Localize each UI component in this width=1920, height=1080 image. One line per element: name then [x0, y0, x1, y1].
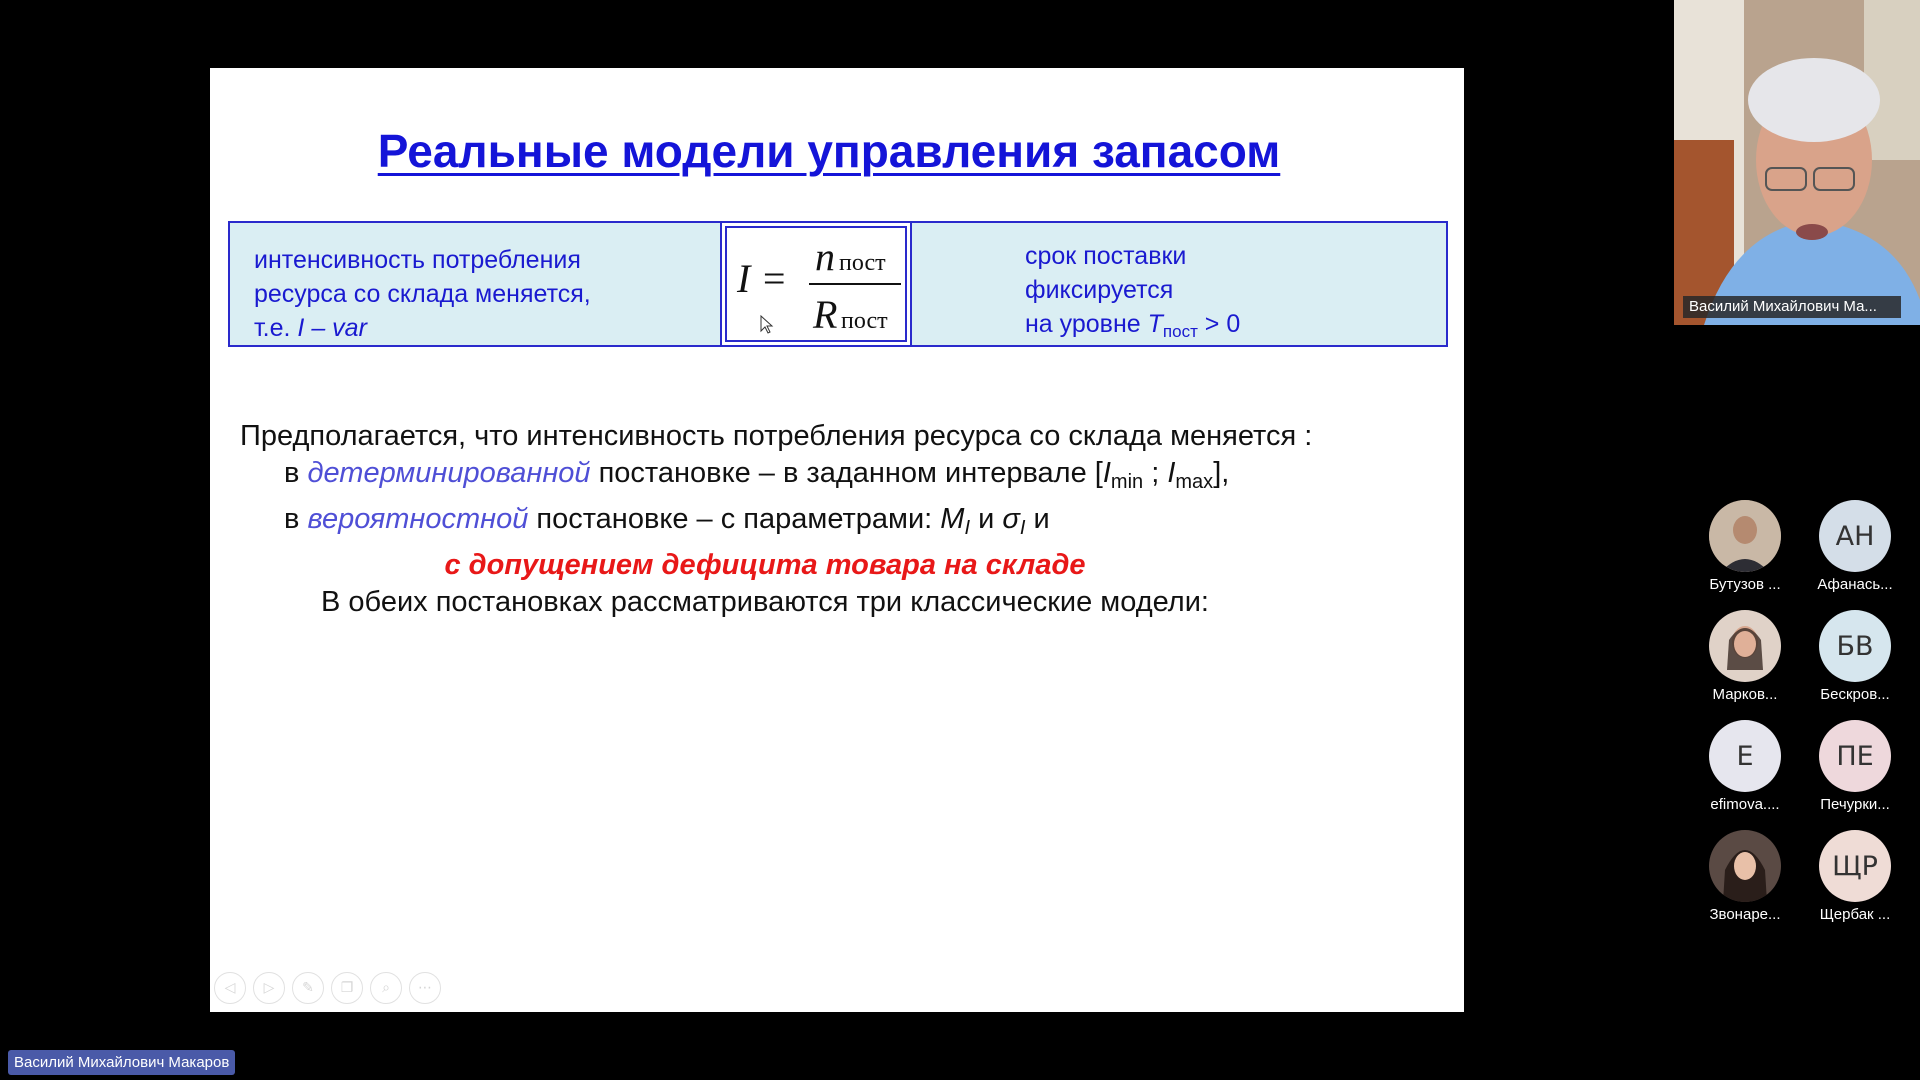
- participant-tile[interactable]: [1690, 720, 1800, 830]
- intensity-formula: [727, 228, 909, 340]
- speaker-name-label: Василий Михайлович Макаров: [8, 1050, 235, 1075]
- participant-tile[interactable]: [1690, 610, 1800, 720]
- definition-table: [228, 221, 1448, 347]
- formula-numerator-sub: пост: [839, 250, 886, 276]
- presenter-image: [1674, 0, 1920, 325]
- participant-photo: [1709, 500, 1781, 572]
- participant-photo: [1709, 610, 1781, 682]
- participant-tile[interactable]: [1800, 720, 1910, 830]
- participant-name: Афанась...: [1817, 576, 1893, 593]
- participant-name: Марков...: [1712, 686, 1778, 703]
- formula-denominator-sub: пост: [841, 308, 888, 334]
- participant-avatar: АН: [1819, 500, 1891, 572]
- mouse-cursor-icon: [760, 315, 774, 340]
- body-probabilistic-line: в вероятностной постановке – с параметрами: $M_I$ и $\sigma_I$ и: [284, 503, 1050, 539]
- formula-lhs-i: I =: [737, 256, 788, 301]
- body-models-line: В обеих постановках рассматриваются три классические модели:: [321, 586, 1209, 618]
- slide-title: Реальные модели управления запасом: [377, 125, 1281, 177]
- participant-avatar: БВ: [1819, 610, 1891, 682]
- participant-avatar: ЩР: [1819, 830, 1891, 902]
- pen-icon[interactable]: ✎: [292, 972, 324, 1004]
- delivery-cell: [1025, 239, 1425, 349]
- participant-name: efimova....: [1710, 796, 1780, 813]
- consumption-line-1: интенсивность потребления: [254, 246, 581, 274]
- participant-tile[interactable]: [1800, 610, 1910, 720]
- delivery-line-1: срок поставки: [1025, 242, 1187, 270]
- participant-tile[interactable]: [1690, 500, 1800, 610]
- participant-tile[interactable]: [1800, 500, 1910, 610]
- zoom-icon[interactable]: ⌕: [370, 972, 402, 1004]
- previous-slide-icon[interactable]: ◁: [214, 972, 246, 1004]
- delivery-line-2: фиксируется: [1025, 276, 1174, 304]
- slide-toolbar: [214, 972, 441, 1006]
- participant-avatar: Е: [1709, 720, 1781, 792]
- body-intro: Предполагается, что интенсивность потребления ресурса со склада меняется :: [240, 420, 1313, 452]
- formula-box: [725, 226, 907, 342]
- consumption-line-2: ресурса со склада меняется,: [254, 280, 591, 308]
- participant-name: Печурки...: [1820, 796, 1890, 813]
- formula-numerator: n: [815, 234, 835, 279]
- delivery-line-3: на уровне $T_{пост} > 0$: [1025, 310, 1241, 341]
- participant-photo: [1709, 830, 1781, 902]
- consumption-cell: [254, 243, 714, 345]
- more-options-icon[interactable]: ⋯: [409, 972, 441, 1004]
- participant-tile[interactable]: [1690, 830, 1800, 940]
- presenter-name-label: Василий Михайлович Ма...: [1683, 296, 1901, 318]
- formula-denominator: R: [813, 292, 838, 337]
- consumption-line-3: т.е. I – var: [254, 314, 367, 342]
- next-slide-icon[interactable]: ▷: [253, 972, 285, 1004]
- participant-avatar: ПЕ: [1819, 720, 1891, 792]
- formula-cell: [720, 223, 912, 345]
- presentation-slide: [210, 68, 1464, 1012]
- participant-name: Бескров...: [1820, 686, 1890, 703]
- participant-name: Щербак ...: [1819, 906, 1891, 923]
- body-deficit-line: с допущением дефицита товара на складе: [444, 549, 1086, 581]
- participant-name: Звонаре...: [1709, 906, 1781, 923]
- slide-body: [240, 418, 1440, 621]
- participant-tile[interactable]: [1800, 830, 1910, 940]
- body-deterministic-line: в детерминированной постановке – в заданном интервале [$I_{min}$ ; $I_{max}$],: [284, 457, 1230, 493]
- slides-overview-icon[interactable]: ❐: [331, 972, 363, 1004]
- presenter-video[interactable]: [1674, 0, 1920, 325]
- participant-name: Бутузов ...: [1709, 576, 1781, 593]
